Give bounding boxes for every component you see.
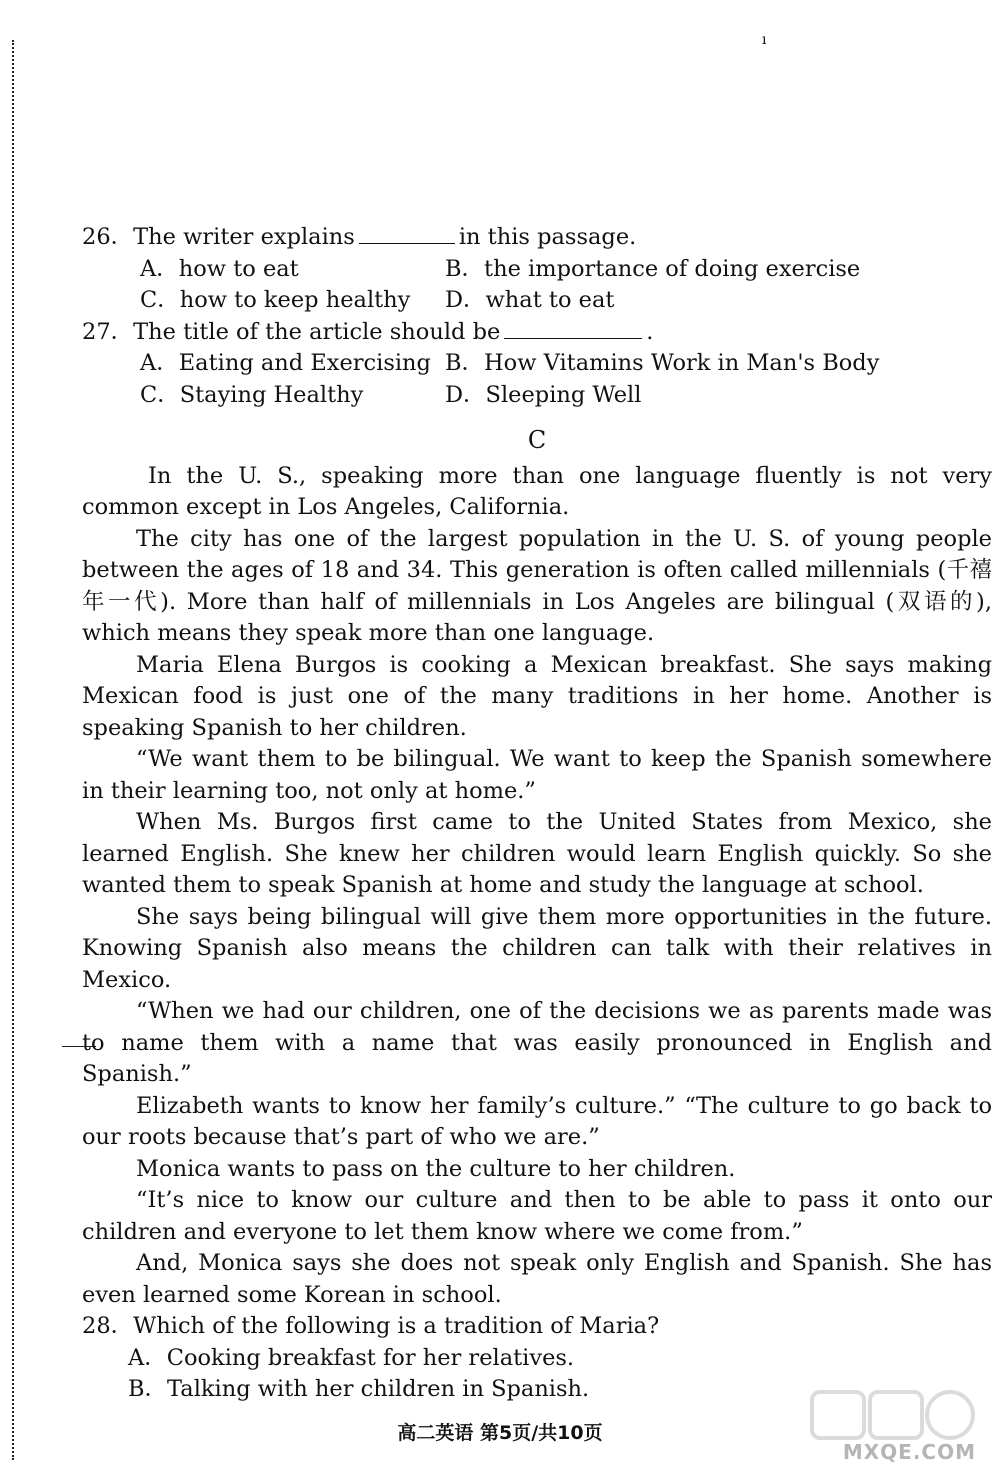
passage-paragraph: Monica wants to pass on the culture to her children. <box>136 1155 736 1182</box>
question-28-stem <box>82 1311 992 1343</box>
question-number: 27． <box>82 318 134 345</box>
passage-paragraph: “We want them to be bilingual. We want to keep the Spanish somewhere in their learning too, not only at home.” <box>82 746 992 804</box>
option-d <box>445 285 992 317</box>
passage-paragraph: In the U. S., speaking more than one language fluently is not very common except in Los Angeles, California. <box>82 462 992 520</box>
option-text: Staying Healthy <box>179 381 364 408</box>
option-letter: D． <box>445 381 486 408</box>
question-number: 28． <box>82 1313 134 1339</box>
option-b <box>445 348 992 380</box>
page-footer: 高二英语 第5页/共10页 <box>397 1422 603 1444</box>
page-content <box>82 222 992 1406</box>
option-b <box>445 254 992 286</box>
option-text: Sleeping Well <box>485 381 642 408</box>
passage-paragraph: “It’s nice to know our culture and then to be able to pass it onto our children and everyone to let them know where we come from.” <box>82 1187 992 1245</box>
binding-dotted-line <box>12 40 14 1460</box>
passage-paragraph: Maria Elena Burgos is cooking a Mexican breakfast. She says making Mexican food is just one of the many traditions in her home. Another is speaking Spanish to her children. <box>82 651 992 741</box>
question-27-options <box>82 348 992 411</box>
option-text: how to keep healthy <box>179 287 411 313</box>
option-c <box>140 380 445 412</box>
option-letter: D． <box>445 287 486 313</box>
question-27-stem <box>82 317 992 349</box>
passage-paragraph: And, Monica says she does not speak only English and Spanish. She has even learned some Korean in school. <box>82 1250 992 1308</box>
watermark-text: MXQE.COM <box>842 1440 976 1464</box>
stem-after: in this passage. <box>458 224 637 250</box>
passage-paragraph: When Ms. Burgos first came to the United States from Mexico, she learned English. She knew her children would learn English quickly. So she wanted them to speak Spanish at home and study the language at school. <box>82 809 992 898</box>
option-text: How Vitamins Work in Man's Body <box>484 350 880 376</box>
passage-paragraph: The city has one of the largest population in the U. S. of young people between the ages of 18 and 34. This generation is often called millennials (千禧年一代). More than half of millennials in Los Angeles are bilingual (双语的), which means they speak more than one language. <box>82 525 992 646</box>
option-letter: C． <box>140 381 180 408</box>
answer-blank <box>504 318 642 339</box>
option-letter: C． <box>140 287 180 313</box>
option-letter: B． <box>445 350 485 376</box>
option-a <box>140 254 445 286</box>
answer-blank <box>359 223 455 244</box>
top-tick-mark: ı <box>762 32 767 48</box>
stem-before: The writer explains <box>133 224 355 250</box>
question-27 <box>82 317 992 412</box>
option-letter: B． <box>128 1376 168 1402</box>
option-text: how to eat <box>178 255 299 282</box>
passage-title: C <box>527 426 547 454</box>
stem-text: Which of the following is a tradition of Maria? <box>133 1313 660 1339</box>
question-26-stem <box>82 222 992 254</box>
stem-before: The title of the article should be <box>133 318 501 345</box>
question-number: 26． <box>82 224 134 250</box>
option-text: Talking with her children in Spanish. <box>167 1376 590 1402</box>
passage-paragraph: She says being bilingual will give them more opportunities in the future. Knowing Spanish also means the children can talk with their relatives in Mexico. <box>82 903 992 993</box>
option-text: what to eat <box>485 287 615 313</box>
option-a <box>140 348 445 380</box>
option-letter: A． <box>128 1344 167 1371</box>
question-26-options <box>82 254 992 317</box>
option-letter: A． <box>140 350 179 376</box>
stem-after: . <box>646 318 654 345</box>
passage-body <box>82 461 992 1312</box>
option-letter: A． <box>140 255 179 282</box>
option-text: Eating and Exercising <box>178 350 431 376</box>
option-text: Cooking breakfast for her relatives. <box>166 1344 575 1371</box>
question-26 <box>82 222 992 317</box>
option-c <box>140 285 445 317</box>
option-a <box>128 1343 992 1375</box>
option-text: the importance of doing exercise <box>484 255 861 282</box>
option-d <box>445 380 992 412</box>
option-letter: B． <box>445 255 485 282</box>
passage-paragraph: Elizabeth wants to know her family’s culture.” “The culture to go back to our roots because that’s part of who we are.” <box>82 1092 992 1150</box>
passage-paragraph: “When we had our children, one of the decisions we as parents made was to name them with a name that was easily pronounced in English and Spanish.” <box>82 998 992 1087</box>
